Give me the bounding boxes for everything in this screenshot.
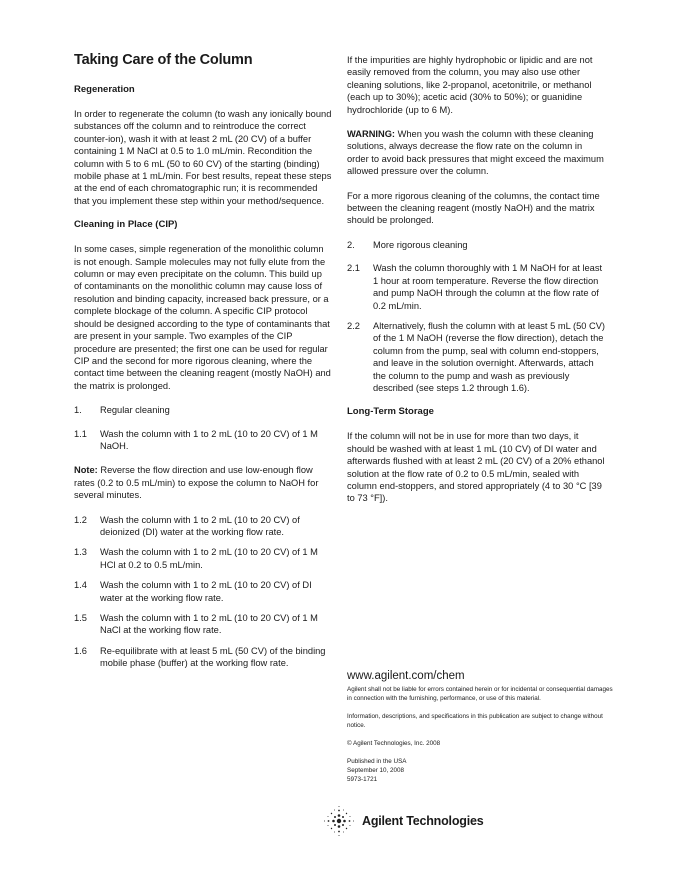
step-1-6 (74, 645, 332, 670)
warning-paragraph (347, 128, 605, 178)
step-text: Wash the column with 1 to 2 mL (10 to 20 CV) of DI water at the working flow rate. (100, 580, 312, 603)
step-number: 1.1 (74, 428, 87, 439)
step-text: Wash the column thoroughly with 1 M NaOH for at least 1 hour at room temperature. Reverse the flow direction and pump NaOH through the column at the flow rate of 0.2 mL/min. (373, 263, 603, 311)
warning-text: When you wash the column with these cleaning solutions, always decrease the flow rate on the column in order to avoid back pressures that might exceed the maximum allowed pressure over the column. (347, 129, 604, 177)
step-1 (74, 404, 332, 416)
step-number: 1.4 (74, 580, 87, 591)
storage-heading: Long-Term Storage (347, 406, 434, 418)
storage-paragraph: If the column will not be in use for more than two days, it should be washed with at least 1 mL (10 CV) of DI water and afterwards flushed with at least 2 mL (20 CV) of a 20% ethanol solution at the flow rate of 0.2 to 0.5 mL/min, sealed with column end-stoppers, and stored appropriately (4 to 30 °C [39 to 73 °F]). (347, 431, 605, 504)
step-number: 2.2 (347, 320, 360, 331)
step-number: 2.1 (347, 263, 360, 274)
brand-logo (322, 804, 483, 838)
step-text: Wash the column with 1 to 2 mL (10 to 20 CV) of 1 M NaCl at the working flow rate. (100, 613, 318, 636)
website-link[interactable]: www.agilent.com/chem (347, 670, 465, 682)
step-text: Wash the column with 1 to 2 mL (10 to 20 CV) of deionized (DI) water at the working flow rate. (100, 514, 300, 537)
cip-heading: Cleaning in Place (CIP) (74, 219, 178, 231)
warning-label: WARNING: (347, 129, 396, 140)
step-1-4 (74, 579, 332, 604)
footer (347, 670, 617, 784)
page-title: Taking Care of the Column (74, 52, 253, 68)
step-number: 1.3 (74, 547, 87, 558)
step-text: Re-equilibrate with at least 5 mL (50 CV) of the binding mobile phase (buffer) at the working flow rate. (100, 645, 326, 669)
published: Published in the USA (347, 758, 407, 765)
part-number: 5973-1721 (347, 776, 378, 783)
step-text: Wash the column with 1 to 2 mL (10 to 20 CV) of 1 M HCl at 0.2 to 0.5 mL/min. (100, 547, 318, 570)
publication-date: September 10, 2008 (347, 767, 405, 774)
step-2-1 (347, 262, 605, 312)
step-1-5 (74, 612, 332, 637)
brand-name: Agilent Technologies (362, 814, 484, 828)
step-1-3 (74, 546, 332, 571)
step-text: More rigorous cleaning (373, 239, 468, 250)
rigorous-paragraph: For a more rigorous cleaning of the columns, the contact time between the cleaning reagent (mostly NaOH) and the matrix should be prolonged. (347, 190, 600, 226)
agilent-spark-icon (322, 804, 356, 838)
regeneration-heading: Regeneration (74, 84, 135, 95)
step-number: 1. (74, 405, 82, 416)
copyright: © Agilent Technologies, Inc. 2008 (347, 740, 441, 747)
note-text: Reverse the flow direction and use low-enough flow rates (0.2 to 0.5 mL/min) to expose the column to NaOH for several minutes. (74, 465, 319, 501)
step-number: 1.6 (74, 645, 87, 656)
step-text: Alternatively, flush the column with at least 5 mL (50 CV) of the 1 M NaOH (reverse the flow direction), detach the column from the pump, seal with column end-stoppers, and leave in the solution overnight. Afterwards, attach the column to the pump and wash as previously described (see steps 1.2 through 1.6). (373, 320, 606, 393)
step-number: 1.5 (74, 613, 87, 623)
step-number: 1.2 (74, 514, 87, 525)
step-2 (347, 239, 605, 251)
disclaimer: Agilent shall not be liable for errors contained herein or for incidental or consequential damages in connection with the furnishing, performance, or use of this material. (347, 686, 613, 702)
regeneration-paragraph: In order to regenerate the column (to wash any ionically bound substances off the column and to reintroduce the correct counter-ion), wash it with at least 2 mL (20 CV) of a buffer containing 1 M NaCl at 0.5 to 1.0 mL/min. Recondition the column with 5 to 6 mL (50 to 60 CV) of the starting (binding) mobile phase at 1 mL/min. For best results, repeat these steps at the end of each chromatographic run; it is recommended that you implement these step within your method/sequence. (74, 109, 332, 206)
note-label: Note: (74, 465, 98, 476)
step-2-2 (347, 320, 605, 394)
cip-paragraph: In some cases, simple regeneration of the monolithic column is not enough. Sample molecules may not fully elute from the column or may even precipitate on the column. This build up of contaminants on the monolithic column may cause loss of resolution and binding capacity, increased back pressure, or a complete blockage of the column. A specific CIP protocol should be designed according to the type of contaminants that are present in your sample. Two examples of the CIP procedure are presented; the first one can be used for regular CIP and the second for more rigorous cleaning, where the contact time between the cleaning reagent (mostly NaOH) and the matrix is prolonged. (74, 244, 331, 391)
step-text: Regular cleaning (100, 405, 170, 416)
note-paragraph (74, 464, 332, 501)
impurities-paragraph: If the impurities are highly hydrophobic or lipidic and are not easily removed from the column, you may also use other cleaning solutions, like 2-propanol, acetonitrile, or methanol (each up to 30%); acetic acid (30% to 50%); or guanidine hydrochloride (up to 6 M). (347, 55, 593, 115)
step-number: 2. (347, 239, 355, 250)
step-1-2 (74, 514, 332, 539)
step-1-1 (74, 428, 332, 453)
step-text: Wash the column with 1 to 2 mL (10 to 20 CV) of 1 M NaOH. (100, 428, 318, 451)
left-column (74, 52, 332, 678)
right-column (347, 54, 605, 517)
notice: Information, descriptions, and specifications in this publication are subject to change without notice. (347, 713, 603, 729)
